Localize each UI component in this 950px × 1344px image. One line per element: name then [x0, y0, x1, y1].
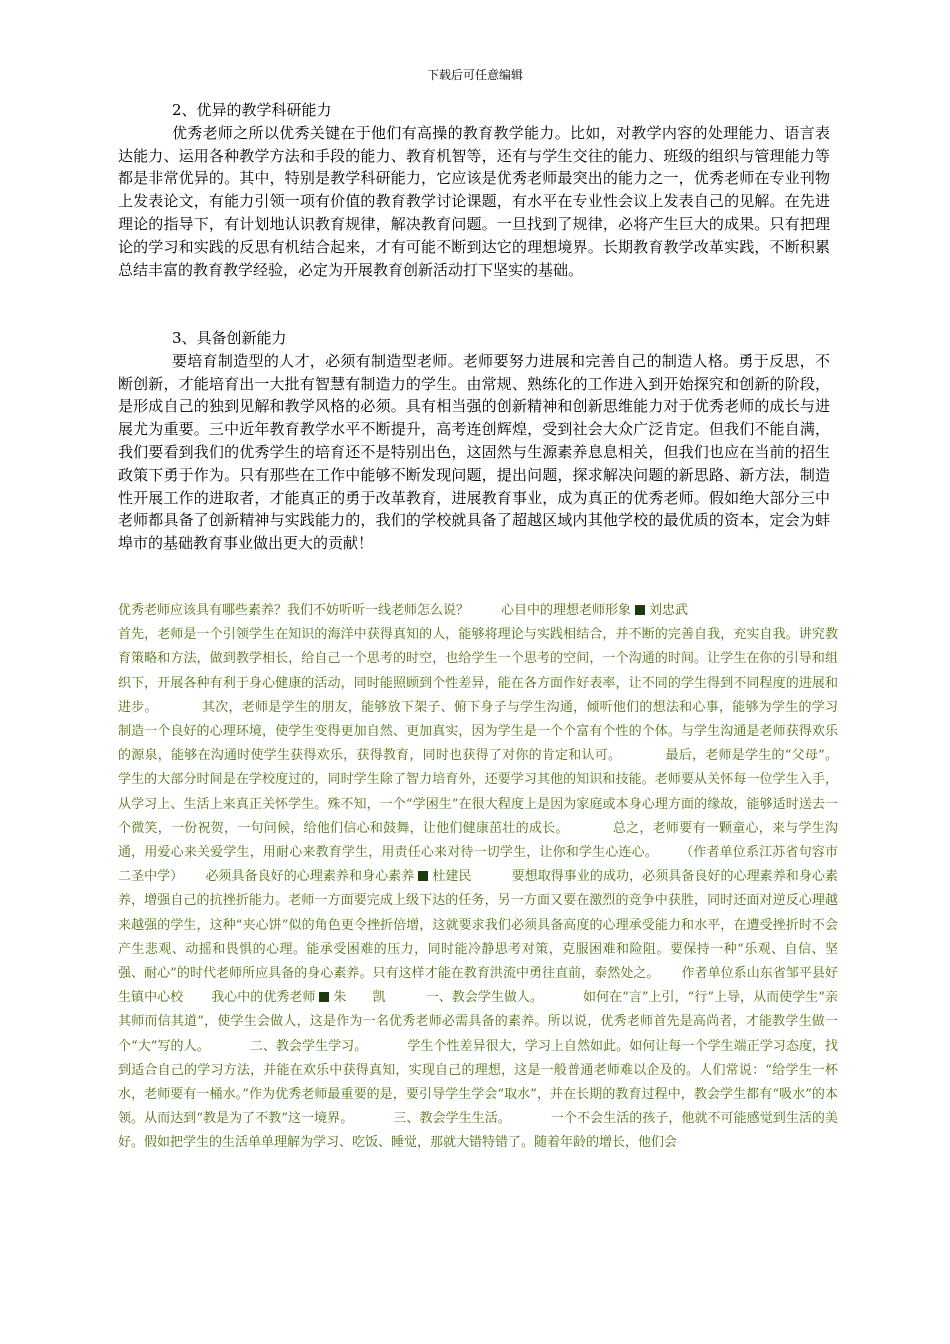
article-paragraph: 学生个性差异很大，学习上自然如此。如何让每一个学生端正学习态度，找到适合自己的学习方法，并能在欢乐中获得真知，实现自己的理想，这是一般普通老师难以企及的。人们常说：“给学生一杯水，老师要有一桶水。”作为优秀老师最重要的是，要引导学生学会“取水”，并在长期的教育过程中，教会学生都有“吸水”的本领。从而达到“教是为了不教”这一境界。 [118, 1038, 838, 1127]
article-paragraph: 首先，老师是一个引领学生在知识的海洋中获得真知的人，能够将理论与实践相结合，并不断的完善自我，充实自我。讲究教育策略和方法，做到教学相长，给自己一个思考的时空，也给学生一个思考的空间，一个沟通的时间。让学生在你的引导和组织下，开展各种有利于身心健康的活动，同时能照顾到个性差异，能在各方面作好表率，让不同的学生得到不同程度的进展和进步。 [118, 627, 838, 715]
subsection-heading: 三、教会学生生活。 [393, 1111, 511, 1127]
article-paragraph: 一个不会生活的孩子，他就不可能感觉到生活的美好。假如把学生的生活单单理解为学习、吃饭、睡觉，那就大错特错了。随着年龄的增长，他们会 [118, 1111, 838, 1151]
author-unit: （作者单位系江苏省句容市二圣中学） [118, 845, 838, 885]
article-title: 心目中的理想老师形象 [501, 603, 632, 618]
article-intro: 优秀老师应该具有哪些素养？我们不妨听听一线老师怎么说？ [118, 603, 470, 618]
subsection-heading: 二、教会学生学习。 [249, 1038, 368, 1054]
article-paragraph: 总之，老师要有一颗童心，来与学生沟通，用爱心来关爱学生，用耐心来教育学生，用责任心来对待一切学生，让你和学生心连心。 [118, 820, 838, 861]
article-title: 我心中的优秀老师 [211, 990, 316, 1006]
section-heading: 3、具备创新能力 [172, 329, 287, 347]
subsection-heading: 一、教会学生做人。 [425, 990, 543, 1006]
section-teaching-research [118, 99, 830, 281]
section-heading: 2、优异的教学科研能力 [172, 101, 332, 119]
teacher-opinions-article [118, 599, 838, 1156]
square-bullet-icon [635, 605, 645, 615]
square-bullet-icon [418, 871, 428, 881]
square-bullet-icon [319, 992, 329, 1002]
author-unit: 作者单位系山东省邹平县好生镇中心校 [118, 966, 838, 1006]
article-paragraph: 最后，老师是学生的“父母”。学生的大部分时间是在学校度过的，同时学生除了智力培育外，还要学习其他的知识和技能。老师要从关怀每一位学生入手，从学习上、生活上来真正关怀学生。殊不知，一个“学困生”在很大程度上是因为家庭或本身心理方面的缘故，能够适时送去一个微笑，一份祝贺，一句问候，给他们信心和鼓舞，让他们健康茁壮的成长。 [118, 748, 838, 836]
article-paragraph: 如何在“言”上引，“行”上导，从而使学生“亲其师而信其道”，使学生会做人，这是作为一名优秀老师必需具备的素养。所以说，优秀老师首先是高尚者，才能教学生做一个“大”写的人。 [118, 990, 838, 1054]
article-author: 杜建民 [432, 869, 472, 885]
article-paragraph: 要想取得事业的成功，必须具备良好的心理素养和身心素养，增强自己的抗挫折能力。老师一方面要完成上级下达的任务，另一方面又要在激烈的竞争中获胜，同时还面对逆反心理越来越强的学生，这种“夹心饼”似的角色更令挫折倍增，这就要求我们必须具备高度的心理承受能力和水平，在遭受挫折时不会产生悲观、动摇和畏惧的心理。能承受困难的压力，同时能冷静思考对策，克服困难和险阻。要保持一种“乐观、自信、坚强、耐心”的时代老师所应具备的身心素养。只有这样才能在教育洪流中勇往直前，泰然处之。 [118, 869, 838, 982]
article-paragraph: 其次，老师是学生的朋友，能够放下架子、俯下身子与学生沟通，倾听他们的想法和心事，能够为学生的学习制造一个良好的心理环境，使学生变得更加自然、更加真实，因为学生是一个个富有个性的个体。与学生沟通是老师获得欢乐的源泉，能够在沟通时使学生获得欢乐，获得教育，同时也获得了对你的肯定和认可。 [118, 699, 838, 764]
article-author: 朱 凯 [333, 990, 386, 1006]
section-paragraph: 要培育制造型的人才，必须有制造型老师。老师要努力进展和完善自己的制造人格。勇于反思，不断创新，才能培育出一大批有智慧有制造力的学生。由常规、熟练化的工作进入到开始探究和创新的阶段，是形成自己的独到见解和教学风格的必须。具有相当强的创新精神和创新思维能力对于优秀老师的成长与进展尤为重要。三中近年教育教学水平不断提升，高考连创辉煌，受到社会大众广泛肯定。但我们不能自满，我们要看到我们的优秀学生的培育还不是特别出色，这固然与生源素养息息相关，但我们也应在当前的招生政策下勇于作为。只有那些在工作中能够不断发现问题，提出问题，探求解决问题的新思路、新方法，制造性开展工作的进取者，才能真正的勇于改革教育，进展教育事业，成为真正的优秀老师。假如绝大部分三中老师都具备了创新精神与实践能力的，我们的学校就具备了超越区域内其他学校的最优质的资本，定会为蚌埠市的基础教育事业做出更大的贡献！ [118, 351, 830, 553]
section-innovation [118, 327, 830, 555]
article-title: 必须具备良好的心理素养和身心素养 [205, 869, 415, 885]
article-author: 刘忠武 [649, 603, 689, 618]
section-paragraph: 优秀老师之所以优秀关键在于他们有高操的教育教学能力。比如，对教学内容的处理能力、语言表达能力、运用各种教学方法和手段的能力、教育机智等，还有与学生交往的能力、班级的组织与管理能力等都是非常优异的。其中，特别是教学科研能力，它应该是优秀老师最突出的能力之一，优秀老师在专业刊物上发表论文，有能力引领一项有价值的教育教学讨论课题，有水平在专业性会议上发表自己的见解。在先进理论的指导下，有计划地认识教育规律，解决教育问题。一旦找到了规律，必将产生巨大的成果。只有把理论的学习和实践的反思有机结合起来，才有可能不断到达它的理想境界。长期教育教学改革实践，不断积累总结丰富的教育教学经验，必定为开展教育创新活动打下坚实的基础。 [118, 123, 830, 279]
page-header: 下载后可任意编辑 [426, 68, 523, 82]
